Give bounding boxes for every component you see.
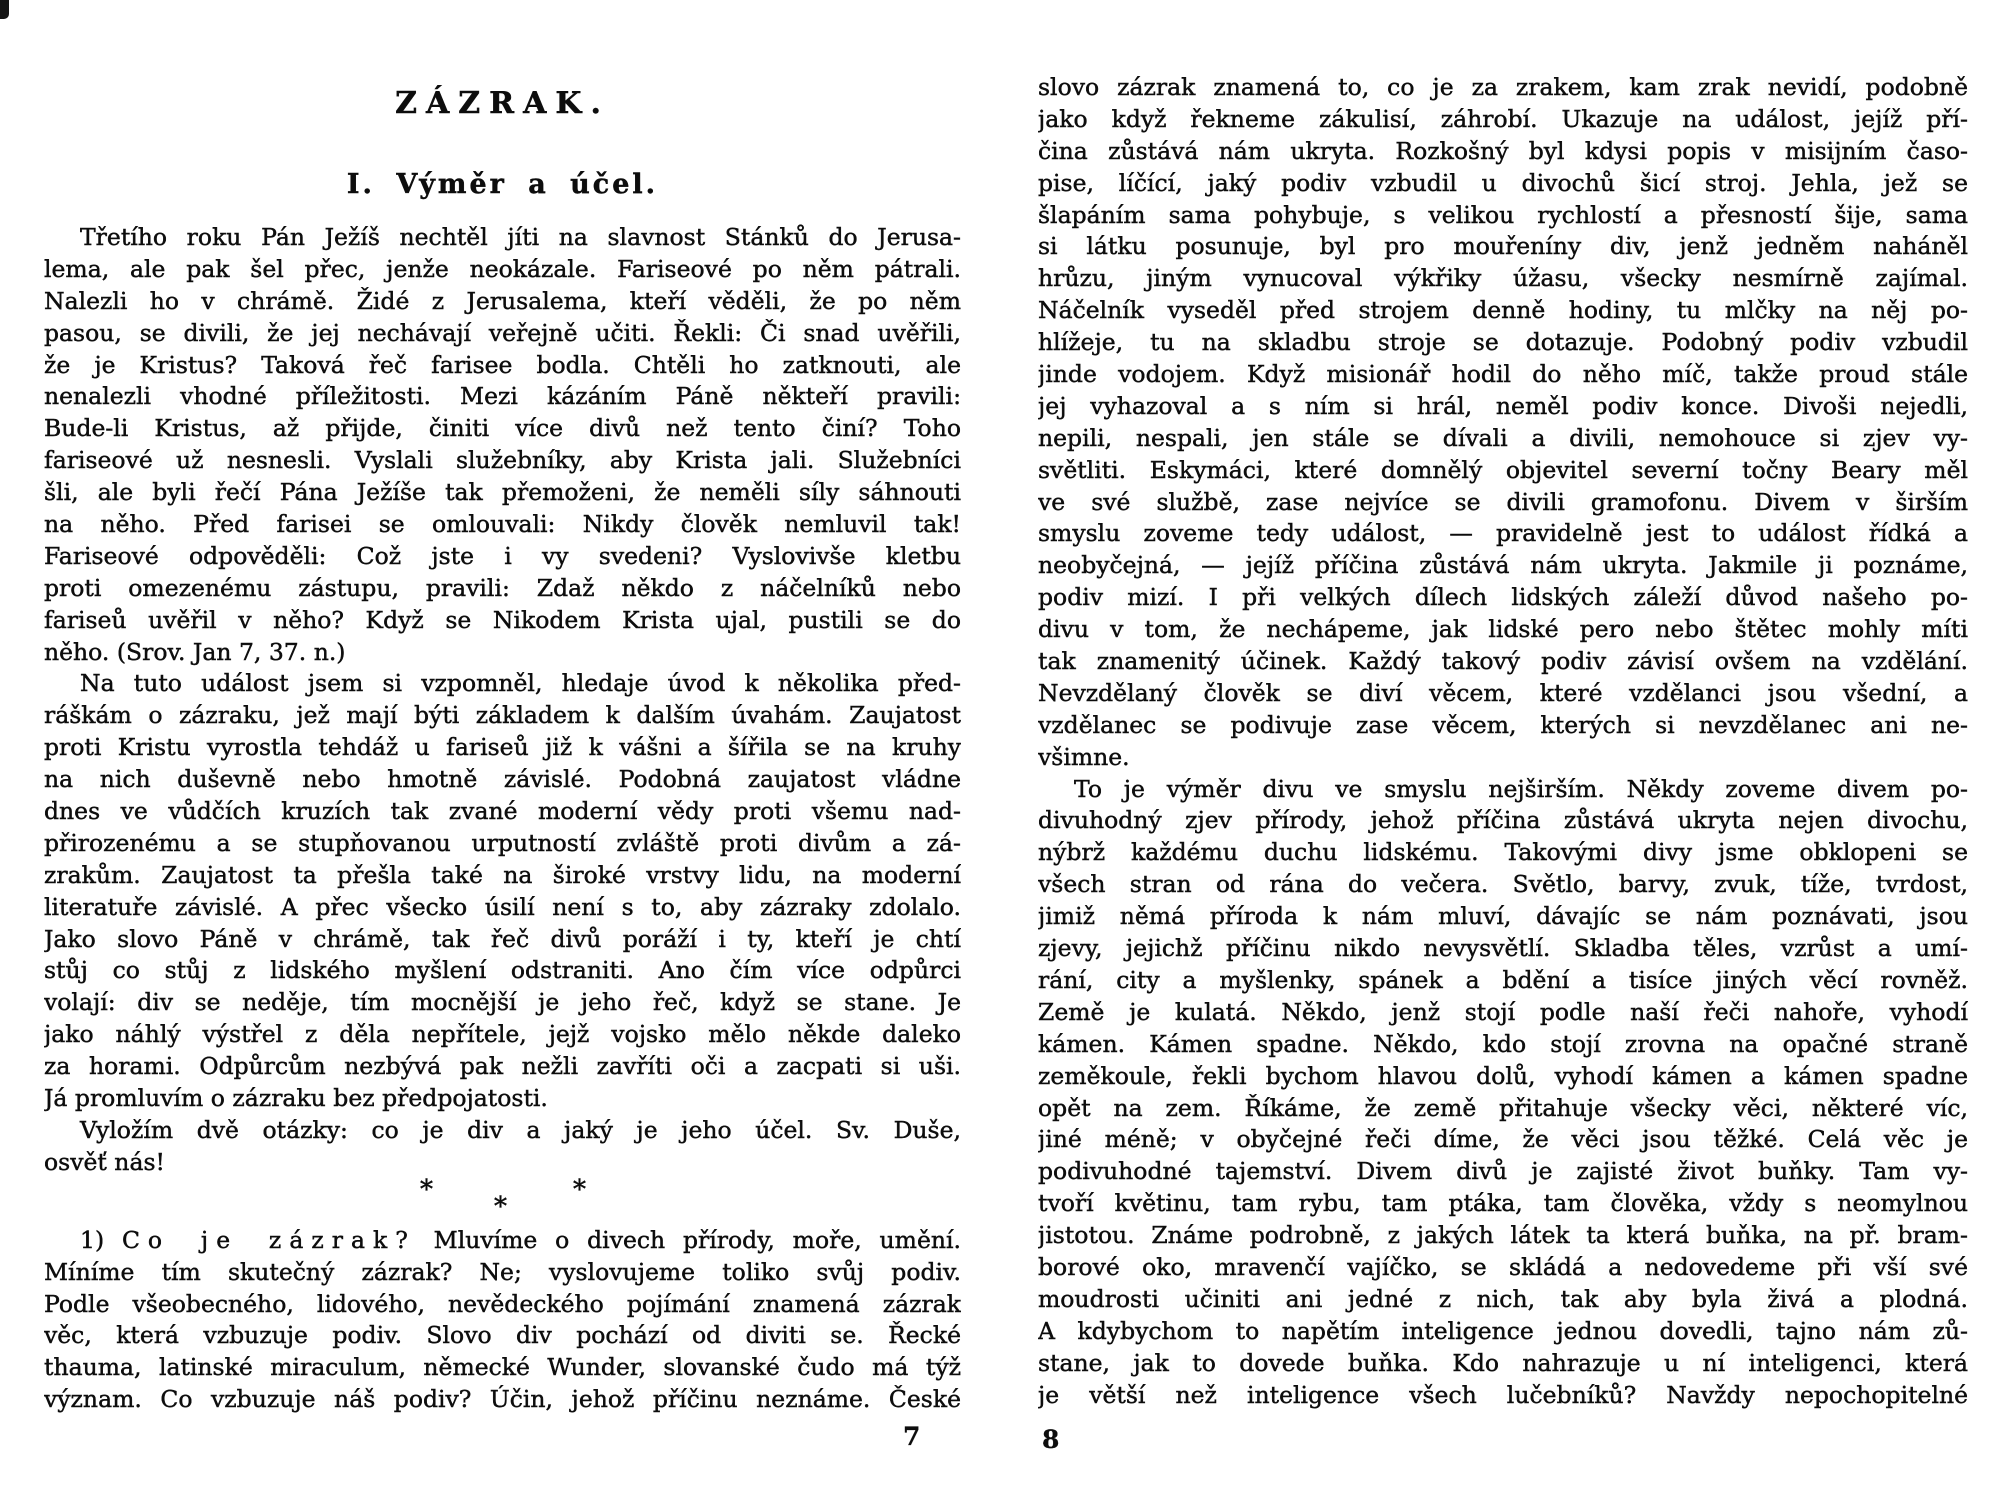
text-line: nepili, nespali, jen stále se dívali a divili, nemohouce si zjev vy- xyxy=(1038,423,1968,452)
text-line: thauma, latinské miraculum, německé Wunder, slovanské čudo má týž xyxy=(44,1353,961,1382)
text-line: kámen. Kámen spadne. Někdo, kdo stojí zrovna na opačné straně xyxy=(1038,1029,1968,1058)
paragraph xyxy=(1038,774,1968,1412)
text-line: něho. (Srov. Jan 7, 37. n.) xyxy=(44,637,346,666)
text-line: Třetího roku Pán Ježíš nechtěl jíti na slavnost Stánků do Jerusa- xyxy=(80,223,961,251)
asterisk-separator xyxy=(44,1174,961,1225)
text-line: zeměkoule, řekli bychom hlavou dolů, vyhodí kámen a kámen spadne xyxy=(1038,1061,1968,1090)
text-line: moudrosti učiniti ani jedné z nich, tak aby byla živá a plodná. xyxy=(1038,1284,1968,1313)
text-line: Vyložím dvě otázky: co je div a jaký je jeho účel. Sv. Duše, xyxy=(80,1115,961,1144)
text-line: podiv mizí. I při velkých dílech lidských záleží důvod našeho po- xyxy=(1038,583,1968,612)
text-line: Na tuto událost jsem si vzpomněl, hledaje úvod k několika před- xyxy=(80,669,961,698)
chapter-title: ZÁZRAK. xyxy=(395,86,610,121)
text-line: Míníme tím skutečný zázrak? Ne; vyslovujeme toliko svůj podiv. xyxy=(44,1257,961,1286)
text-line: proti omezenému zástupu, pravili: Zdaž někdo z náčelníků nebo xyxy=(44,573,961,602)
text-line: šlapáním sama pohybuje, s velikou rychlostí a přesností šije, sama xyxy=(1038,200,1968,229)
text-line: slovo zázrak znamená to, co je za zrakem, kam zrak nevidí, podobně xyxy=(1038,73,1968,101)
text-line: Podle všeobecného, lidového, nevědeckého pojímání znamená zázrak xyxy=(44,1289,961,1318)
text-line: za horami. Odpůrcům nezbývá pak nežli zavříti oči a zacpati si uši. xyxy=(44,1052,961,1081)
text-line: Fariseové odpověděli: Což jste i vy svedeni? Vyslovivše kletbu xyxy=(44,541,961,570)
text-line: ráškám o zázraku, jež mají býti základem k dalším úvahám. Zaujatost xyxy=(44,701,961,730)
text-line: jako když řekneme zákulisí, záhrobí. Ukazuje na událost, jejíž pří- xyxy=(1038,104,1968,133)
text-line: jako náhlý výstřel z děla nepřítele, jejž vojsko mělo někde daleko xyxy=(44,1020,961,1049)
text-line: si látku posunuje, byl pro mouřeníny div, jenž jedněm naháněl xyxy=(1038,232,1968,261)
text-line: Nalezli ho v chrámě. Židé z Jerusalema, kteří věděli, že po něm xyxy=(44,286,961,315)
text-line: opět na zem. Říkáme, že země přitahuje všecky věci, některé víc, xyxy=(1038,1093,1968,1122)
asterisk: * xyxy=(420,1174,433,1205)
text-line: fariseů uvěřil v něho? Když se Nikodem Krista ujal, pustili se do xyxy=(44,605,961,634)
text-line: význam. Co vzbuzuje náš podiv? Účin, jehož příčinu neznáme. České xyxy=(44,1385,961,1414)
text-line: A kdybychom to napětím inteligence jednou dovedli, tajno nám zů- xyxy=(1038,1316,1968,1345)
text-segment: 1) xyxy=(80,1225,122,1254)
text-line: smyslu zoveme tedy událost, — pravidelně jest to událost řídká a xyxy=(1038,519,1968,548)
text-line: nýbrž každému duchu lidskému. Takovými divy jsme obklopeni se xyxy=(1038,838,1968,867)
text-line: vzdělanec se podivuje zase věcem, kterých si nevzdělanec ani ne- xyxy=(1038,710,1968,739)
text-line: zrakům. Zaujatost ta přešla také na široké vrstvy lidu, na moderní xyxy=(44,860,961,889)
letterspaced-text: Co je zázrak? xyxy=(121,1225,416,1254)
page-number-left: 7 xyxy=(903,1422,921,1451)
text-line: šli, ale byli řečí Pána Ježíše tak přemoženi, že neměli síly sáhnouti xyxy=(44,478,961,507)
text-line: jiné méně; v obyčejné řeči díme, že věci jsou těžké. Celá věc je xyxy=(1038,1125,1968,1154)
text-line: hlížeje, tu na skladbu stroje se dotazuje. Podobný podiv vzbudil xyxy=(1038,328,1968,357)
paragraph xyxy=(44,1115,961,1179)
text-line: jej vyhazoval a s ním si hrál, neměl podiv konce. Divoši nejedli, xyxy=(1038,391,1968,420)
text-line: lema, ale pak šel přec, jenže neokázale. Fariseové po něm pátrali. xyxy=(44,254,961,283)
asterisk: * xyxy=(573,1174,586,1205)
text-line: stůj co stůj z lidského myšlení odstraniti. Ano čím více odpůrci xyxy=(44,956,961,985)
text-line: stane, jak to dovede buňka. Kdo nahrazuje u ní inteligenci, která xyxy=(1038,1348,1968,1377)
asterisk: * xyxy=(494,1191,507,1222)
paragraph xyxy=(44,222,961,668)
text-line: osvěť nás! xyxy=(44,1147,165,1176)
text-line: Země je kulatá. Někdo, jenž stojí podle naší řeči nahoře, vyhodí xyxy=(1038,997,1968,1026)
text-line: volají: div se neděje, tím mocnější je jeho řeč, když se stane. Je xyxy=(44,988,961,1017)
paragraph xyxy=(1038,72,1968,774)
text-line: borové oko, mravenčí vajíčko, se skládá a nedovedeme při vší své xyxy=(1038,1252,1968,1281)
text-line: pise, líčící, jaký podiv vzbudil u divochů šicí stroj. Jehla, jež se xyxy=(1038,168,1968,197)
paragraph xyxy=(44,668,961,1114)
text-line: že je Kristus? Taková řeč farisee bodla. Chtěli ho zatknouti, ale xyxy=(44,350,961,379)
text-line: na nich duševně nebo hmotně závislé. Podobná zaujatost vládne xyxy=(44,765,961,794)
text-line: rání, city a myšlenky, spánek a bdění a tisíce jiných věcí rovněž. xyxy=(1038,965,1968,994)
text-line: přirozenému a se stupňovanou urputností zvláště proti divům a zá- xyxy=(44,828,961,857)
text-line: literatuře závislé. A přec všecko úsilí není s to, aby zázraky zdolalo. xyxy=(44,892,961,921)
text-line: věc, která vzbuzuje podiv. Slovo div pochází od diviti se. Řecké xyxy=(44,1321,961,1350)
text-line: nenalezli vhodné příležitosti. Mezi kázáním Páně někteří pravili: xyxy=(44,382,961,411)
text-line: Náčelník vyseděl před strojem denně hodiny, tu mlčky na něj po- xyxy=(1038,296,1968,325)
text-segment: Mluvíme o divech přírody, moře, umění. xyxy=(415,1225,961,1254)
paragraph xyxy=(44,1225,961,1416)
text-line: divu v tom, že nechápeme, jak lidské pero nebo štětec mohly míti xyxy=(1038,615,1968,644)
text-line: Jako slovo Páně v chrámě, tak řeč divů poráží i ty, kteří je chtí xyxy=(44,924,961,953)
text-line: fariseové už nesnesli. Vyslali služebníky, aby Krista jali. Služebníci xyxy=(44,446,961,475)
text-line: jimiž němá příroda k nám mluví, dávajíc se nám poznávati, jsou xyxy=(1038,902,1968,931)
text-line: ve své službě, zase nejvíce se divili gramofonu. Divem v širším xyxy=(1038,487,1968,516)
text-line: tvoří květinu, tam rybu, tam ptáka, tam člověka, vždy s neomylnou xyxy=(1038,1189,1968,1218)
text-line: všimne. xyxy=(1038,742,1130,771)
text-line: dnes ve vůdčích kruzích tak zvané moderní vědy proti všemu nad- xyxy=(44,797,961,826)
text-line: všech stran od rána do večera. Světlo, barvy, zvuk, tíže, tvrdost, xyxy=(1038,870,1968,899)
right-page xyxy=(1038,72,1968,1411)
text-line xyxy=(44,1225,961,1257)
text-line: Bude-li Kristus, až přijde, činiti více divů než tento činí? Toho xyxy=(44,414,961,443)
text-line: hrůzu, jiným vynucoval výkřiky úžasu, všecky nesmírně zajímal. xyxy=(1038,264,1968,293)
text-line: jistotou. Známe podrobně, z jakých látek ta která buňka, na př. bram- xyxy=(1038,1221,1968,1250)
text-line: neobyčejná, — jejíž příčina zůstává nám ukryta. Jakmile ji poznáme, xyxy=(1038,551,1968,580)
scan-edge-artifact xyxy=(0,0,9,19)
text-line: podivuhodné tajemství. Divem divů je zajisté život buňky. Tam vy- xyxy=(1038,1157,1968,1186)
text-line: zjevy, jejichž příčinu nikdo nevysvětlí. Skladba těles, vzrůst a umí- xyxy=(1038,934,1968,963)
page-number-right: 8 xyxy=(1042,1425,1060,1454)
section-heading: I. Výměr a účel. xyxy=(346,169,659,200)
text-line: Já promluvím o zázraku bez předpojatosti. xyxy=(44,1084,548,1113)
text-line: světliti. Eskymáci, které domnělý objevitel severní točny Beary měl xyxy=(1038,455,1968,484)
text-line: čina zůstává nám ukryta. Rozkošný byl kdysi popis v misijním časo- xyxy=(1038,136,1968,165)
text-line: tak znamenitý účinek. Každý takový podiv závisí ovšem na vzdělání. xyxy=(1038,647,1968,676)
text-line: pasou, se divili, že jej nechávají veřejně učiti. Řekli: Či snad uvěřili, xyxy=(44,318,961,347)
text-line: divuhodný zjev přírody, jehož příčina zůstává ukryta nejen divochu, xyxy=(1038,806,1968,835)
text-line: je větší než inteligence všech lučebníků? Navždy nepochopitelné xyxy=(1038,1380,1968,1409)
left-page xyxy=(44,86,961,1416)
text-line: To je výměr divu ve smyslu nejširším. Někdy zoveme divem po- xyxy=(1074,774,1968,803)
text-line: Nevzdělaný člověk se diví věcem, které vzdělanci jsou všední, a xyxy=(1038,678,1968,707)
text-line: na něho. Před farisei se omlouvali: Nikdy člověk nemluvil tak! xyxy=(44,510,961,539)
text-line: jinde vodojem. Když misionář hodil do něho míč, takže proud stále xyxy=(1038,360,1968,389)
text-line: proti Kristu vyrostla tehdáž u fariseů již k vášni a šířila se na kruhy xyxy=(44,733,961,762)
